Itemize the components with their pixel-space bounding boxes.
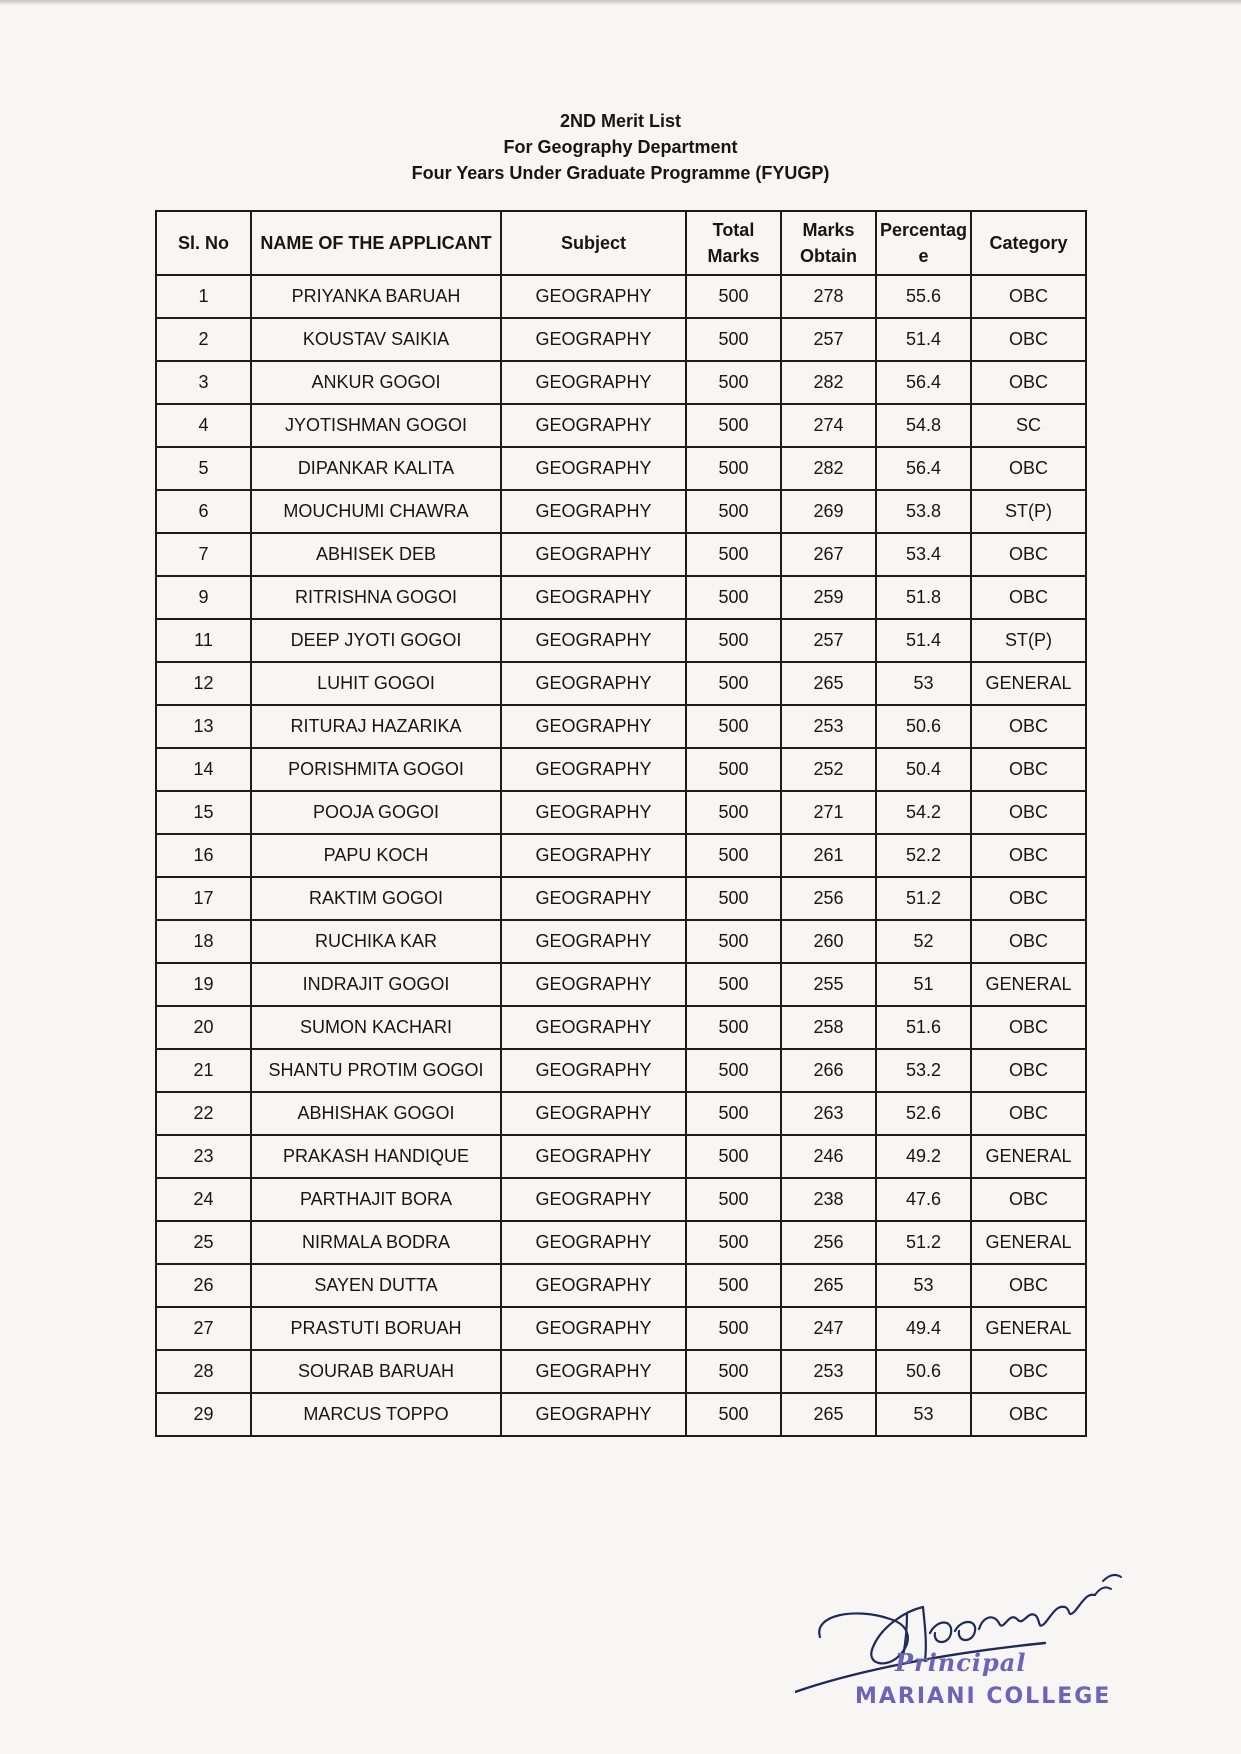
cell-percentage: 54.2 (876, 791, 971, 834)
cell-marks-obtain: 261 (781, 834, 876, 877)
cell-category: OBC (971, 920, 1086, 963)
cell-marks-obtain: 257 (781, 619, 876, 662)
table-row (156, 275, 1086, 318)
cell-subject: GEOGRAPHY (501, 877, 686, 920)
header-applicant-name: NAME OF THE APPLICANT (251, 211, 501, 275)
cell-subject: GEOGRAPHY (501, 619, 686, 662)
cell-percentage: 51.6 (876, 1006, 971, 1049)
cell-category: OBC (971, 1264, 1086, 1307)
cell-marks-obtain: 238 (781, 1178, 876, 1221)
cell-subject: GEOGRAPHY (501, 748, 686, 791)
header-total-line2: Marks (707, 246, 760, 266)
cell-total-marks: 500 (686, 748, 781, 791)
cell-marks-obtain: 257 (781, 318, 876, 361)
cell-subject: GEOGRAPHY (501, 275, 686, 318)
cell-percentage: 50.6 (876, 705, 971, 748)
cell-percentage: 47.6 (876, 1178, 971, 1221)
header-percentage (876, 211, 971, 275)
cell-applicant-name: PAPU KOCH (251, 834, 501, 877)
cell-sl-no: 11 (156, 619, 251, 662)
cell-percentage: 56.4 (876, 447, 971, 490)
stamp-institution: MARIANI COLLEGE (855, 1684, 1112, 1709)
cell-applicant-name: RITURAJ HAZARIKA (251, 705, 501, 748)
cell-subject: GEOGRAPHY (501, 490, 686, 533)
table-row (156, 920, 1086, 963)
cell-applicant-name: SOURAB BARUAH (251, 1350, 501, 1393)
cell-marks-obtain: 259 (781, 576, 876, 619)
table-row (156, 705, 1086, 748)
table-row (156, 791, 1086, 834)
cell-sl-no: 28 (156, 1350, 251, 1393)
cell-marks-obtain: 253 (781, 1350, 876, 1393)
table-body (156, 275, 1086, 1436)
cell-marks-obtain: 274 (781, 404, 876, 447)
cell-sl-no: 25 (156, 1221, 251, 1264)
cell-applicant-name: ABHISHAK GOGOI (251, 1092, 501, 1135)
header-marks-line2: Obtain (800, 246, 857, 266)
cell-subject: GEOGRAPHY (501, 1178, 686, 1221)
cell-total-marks: 500 (686, 1393, 781, 1436)
cell-sl-no: 24 (156, 1178, 251, 1221)
cell-sl-no: 6 (156, 490, 251, 533)
cell-applicant-name: NIRMALA BODRA (251, 1221, 501, 1264)
cell-category: OBC (971, 318, 1086, 361)
cell-marks-obtain: 265 (781, 1393, 876, 1436)
cell-marks-obtain: 252 (781, 748, 876, 791)
cell-total-marks: 500 (686, 963, 781, 1006)
cell-category: OBC (971, 877, 1086, 920)
table-row (156, 1092, 1086, 1135)
cell-subject: GEOGRAPHY (501, 533, 686, 576)
cell-category: GENERAL (971, 662, 1086, 705)
cell-percentage: 49.2 (876, 1135, 971, 1178)
table-row (156, 1049, 1086, 1092)
cell-subject: GEOGRAPHY (501, 705, 686, 748)
cell-subject: GEOGRAPHY (501, 318, 686, 361)
cell-category: OBC (971, 361, 1086, 404)
cell-marks-obtain: 282 (781, 361, 876, 404)
table-header-row (156, 211, 1086, 275)
cell-total-marks: 500 (686, 1178, 781, 1221)
stamp-principal: Principal (895, 1648, 1027, 1677)
cell-percentage: 53.2 (876, 1049, 971, 1092)
cell-percentage: 53 (876, 1393, 971, 1436)
cell-sl-no: 5 (156, 447, 251, 490)
cell-percentage: 51.8 (876, 576, 971, 619)
table-row (156, 662, 1086, 705)
cell-subject: GEOGRAPHY (501, 662, 686, 705)
cell-category: OBC (971, 1350, 1086, 1393)
cell-subject: GEOGRAPHY (501, 361, 686, 404)
cell-applicant-name: PARTHAJIT BORA (251, 1178, 501, 1221)
cell-marks-obtain: 260 (781, 920, 876, 963)
cell-percentage: 50.6 (876, 1350, 971, 1393)
cell-subject: GEOGRAPHY (501, 1307, 686, 1350)
cell-category: SC (971, 404, 1086, 447)
cell-total-marks: 500 (686, 1092, 781, 1135)
cell-sl-no: 13 (156, 705, 251, 748)
cell-marks-obtain: 265 (781, 662, 876, 705)
cell-sl-no: 19 (156, 963, 251, 1006)
cell-total-marks: 500 (686, 1006, 781, 1049)
header-marks-obtain (781, 211, 876, 275)
cell-applicant-name: KOUSTAV SAIKIA (251, 318, 501, 361)
cell-total-marks: 500 (686, 1135, 781, 1178)
cell-applicant-name: JYOTISHMAN GOGOI (251, 404, 501, 447)
cell-total-marks: 500 (686, 1350, 781, 1393)
table-row (156, 1264, 1086, 1307)
cell-percentage: 53 (876, 1264, 971, 1307)
cell-category: OBC (971, 275, 1086, 318)
cell-total-marks: 500 (686, 447, 781, 490)
cell-sl-no: 14 (156, 748, 251, 791)
cell-subject: GEOGRAPHY (501, 963, 686, 1006)
table-row (156, 404, 1086, 447)
cell-category: OBC (971, 533, 1086, 576)
cell-applicant-name: RITRISHNA GOGOI (251, 576, 501, 619)
cell-marks-obtain: 278 (781, 275, 876, 318)
cell-applicant-name: DIPANKAR KALITA (251, 447, 501, 490)
cell-subject: GEOGRAPHY (501, 1135, 686, 1178)
cell-subject: GEOGRAPHY (501, 447, 686, 490)
table-row (156, 318, 1086, 361)
table-row (156, 533, 1086, 576)
cell-percentage: 53.8 (876, 490, 971, 533)
cell-category: GENERAL (971, 1307, 1086, 1350)
cell-category: GENERAL (971, 1135, 1086, 1178)
cell-sl-no: 16 (156, 834, 251, 877)
cell-applicant-name: PRIYANKA BARUAH (251, 275, 501, 318)
heading-programme: Four Years Under Graduate Programme (FYUGP) (411, 163, 830, 183)
cell-marks-obtain: 269 (781, 490, 876, 533)
cell-total-marks: 500 (686, 318, 781, 361)
cell-subject: GEOGRAPHY (501, 1006, 686, 1049)
heading-title: 2ND Merit List (559, 111, 682, 131)
cell-sl-no: 1 (156, 275, 251, 318)
cell-applicant-name: PRAKASH HANDIQUE (251, 1135, 501, 1178)
cell-total-marks: 500 (686, 404, 781, 447)
table-row (156, 834, 1086, 877)
cell-applicant-name: PRASTUTI BORUAH (251, 1307, 501, 1350)
cell-marks-obtain: 267 (781, 533, 876, 576)
cell-total-marks: 500 (686, 533, 781, 576)
table-row (156, 447, 1086, 490)
cell-marks-obtain: 253 (781, 705, 876, 748)
cell-sl-no: 15 (156, 791, 251, 834)
cell-total-marks: 500 (686, 662, 781, 705)
cell-category: OBC (971, 576, 1086, 619)
cell-category: GENERAL (971, 1221, 1086, 1264)
cell-subject: GEOGRAPHY (501, 1264, 686, 1307)
table-row (156, 1350, 1086, 1393)
cell-total-marks: 500 (686, 275, 781, 318)
cell-percentage: 50.4 (876, 748, 971, 791)
cell-marks-obtain: 246 (781, 1135, 876, 1178)
table-row (156, 748, 1086, 791)
heading-department: For Geography Department (503, 137, 738, 157)
cell-sl-no: 29 (156, 1393, 251, 1436)
header-subject: Subject (501, 211, 686, 275)
cell-subject: GEOGRAPHY (501, 1221, 686, 1264)
cell-percentage: 51 (876, 963, 971, 1006)
cell-sl-no: 17 (156, 877, 251, 920)
header-pct-line1: Percentag (879, 220, 968, 240)
header-sl-no: Sl. No (156, 211, 251, 275)
cell-applicant-name: MOUCHUMI CHAWRA (251, 490, 501, 533)
scan-edge (0, 0, 1241, 6)
cell-percentage: 52.2 (876, 834, 971, 877)
cell-subject: GEOGRAPHY (501, 1049, 686, 1092)
cell-percentage: 51.4 (876, 318, 971, 361)
cell-sl-no: 3 (156, 361, 251, 404)
cell-category: OBC (971, 748, 1086, 791)
table-row (156, 1178, 1086, 1221)
cell-category: OBC (971, 1006, 1086, 1049)
cell-marks-obtain: 263 (781, 1092, 876, 1135)
cell-category: OBC (971, 447, 1086, 490)
cell-category: ST(P) (971, 619, 1086, 662)
cell-percentage: 52.6 (876, 1092, 971, 1135)
cell-category: OBC (971, 705, 1086, 748)
header-category: Category (971, 211, 1086, 275)
cell-applicant-name: ANKUR GOGOI (251, 361, 501, 404)
cell-applicant-name: SUMON KACHARI (251, 1006, 501, 1049)
cell-sl-no: 12 (156, 662, 251, 705)
cell-category: OBC (971, 791, 1086, 834)
cell-applicant-name: LUHIT GOGOI (251, 662, 501, 705)
cell-total-marks: 500 (686, 576, 781, 619)
cell-subject: GEOGRAPHY (501, 1092, 686, 1135)
cell-marks-obtain: 258 (781, 1006, 876, 1049)
merit-list-table (155, 210, 1087, 1437)
table-row (156, 619, 1086, 662)
cell-marks-obtain: 247 (781, 1307, 876, 1350)
cell-category: GENERAL (971, 963, 1086, 1006)
cell-total-marks: 500 (686, 1307, 781, 1350)
cell-marks-obtain: 282 (781, 447, 876, 490)
cell-sl-no: 23 (156, 1135, 251, 1178)
table-row (156, 877, 1086, 920)
cell-marks-obtain: 255 (781, 963, 876, 1006)
cell-marks-obtain: 265 (781, 1264, 876, 1307)
header-total-line1: Total (712, 220, 755, 240)
table-row (156, 1393, 1086, 1436)
table-row (156, 1307, 1086, 1350)
table-row (156, 963, 1086, 1006)
cell-percentage: 52 (876, 920, 971, 963)
table-row (156, 576, 1086, 619)
cell-subject: GEOGRAPHY (501, 791, 686, 834)
cell-percentage: 53 (876, 662, 971, 705)
cell-sl-no: 20 (156, 1006, 251, 1049)
cell-percentage: 51.2 (876, 1221, 971, 1264)
cell-total-marks: 500 (686, 791, 781, 834)
cell-sl-no: 7 (156, 533, 251, 576)
header-marks-line1: Marks (802, 220, 855, 240)
cell-total-marks: 500 (686, 490, 781, 533)
cell-applicant-name: SAYEN DUTTA (251, 1264, 501, 1307)
cell-applicant-name: INDRAJIT GOGOI (251, 963, 501, 1006)
cell-percentage: 56.4 (876, 361, 971, 404)
cell-category: OBC (971, 1092, 1086, 1135)
cell-subject: GEOGRAPHY (501, 920, 686, 963)
cell-subject: GEOGRAPHY (501, 576, 686, 619)
cell-total-marks: 500 (686, 920, 781, 963)
cell-sl-no: 21 (156, 1049, 251, 1092)
cell-applicant-name: MARCUS TOPPO (251, 1393, 501, 1436)
cell-category: ST(P) (971, 490, 1086, 533)
cell-sl-no: 4 (156, 404, 251, 447)
cell-total-marks: 500 (686, 1049, 781, 1092)
cell-total-marks: 500 (686, 361, 781, 404)
cell-total-marks: 500 (686, 705, 781, 748)
cell-applicant-name: SHANTU PROTIM GOGOI (251, 1049, 501, 1092)
cell-marks-obtain: 256 (781, 877, 876, 920)
cell-percentage: 51.2 (876, 877, 971, 920)
cell-percentage: 54.8 (876, 404, 971, 447)
cell-subject: GEOGRAPHY (501, 404, 686, 447)
cell-sl-no: 26 (156, 1264, 251, 1307)
cell-category: OBC (971, 834, 1086, 877)
cell-applicant-name: ABHISEK DEB (251, 533, 501, 576)
cell-total-marks: 500 (686, 1264, 781, 1307)
cell-sl-no: 18 (156, 920, 251, 963)
cell-category: OBC (971, 1393, 1086, 1436)
cell-applicant-name: POOJA GOGOI (251, 791, 501, 834)
table-row (156, 1006, 1086, 1049)
header-total-marks (686, 211, 781, 275)
cell-applicant-name: DEEP JYOTI GOGOI (251, 619, 501, 662)
cell-marks-obtain: 256 (781, 1221, 876, 1264)
cell-total-marks: 500 (686, 834, 781, 877)
cell-percentage: 51.4 (876, 619, 971, 662)
cell-subject: GEOGRAPHY (501, 1350, 686, 1393)
cell-total-marks: 500 (686, 877, 781, 920)
cell-percentage: 49.4 (876, 1307, 971, 1350)
cell-sl-no: 22 (156, 1092, 251, 1135)
cell-sl-no: 27 (156, 1307, 251, 1350)
cell-category: OBC (971, 1049, 1086, 1092)
cell-percentage: 53.4 (876, 533, 971, 576)
table-row (156, 1135, 1086, 1178)
cell-applicant-name: RUCHIKA KAR (251, 920, 501, 963)
cell-applicant-name: RAKTIM GOGOI (251, 877, 501, 920)
cell-total-marks: 500 (686, 619, 781, 662)
cell-sl-no: 9 (156, 576, 251, 619)
cell-total-marks: 500 (686, 1221, 781, 1264)
cell-category: OBC (971, 1178, 1086, 1221)
table-row (156, 490, 1086, 533)
table-row (156, 1221, 1086, 1264)
cell-marks-obtain: 266 (781, 1049, 876, 1092)
cell-percentage: 55.6 (876, 275, 971, 318)
document-heading (0, 108, 1241, 186)
table-row (156, 361, 1086, 404)
cell-subject: GEOGRAPHY (501, 834, 686, 877)
cell-applicant-name: PORISHMITA GOGOI (251, 748, 501, 791)
cell-sl-no: 2 (156, 318, 251, 361)
cell-marks-obtain: 271 (781, 791, 876, 834)
cell-subject: GEOGRAPHY (501, 1393, 686, 1436)
header-pct-line2: e (918, 246, 929, 266)
